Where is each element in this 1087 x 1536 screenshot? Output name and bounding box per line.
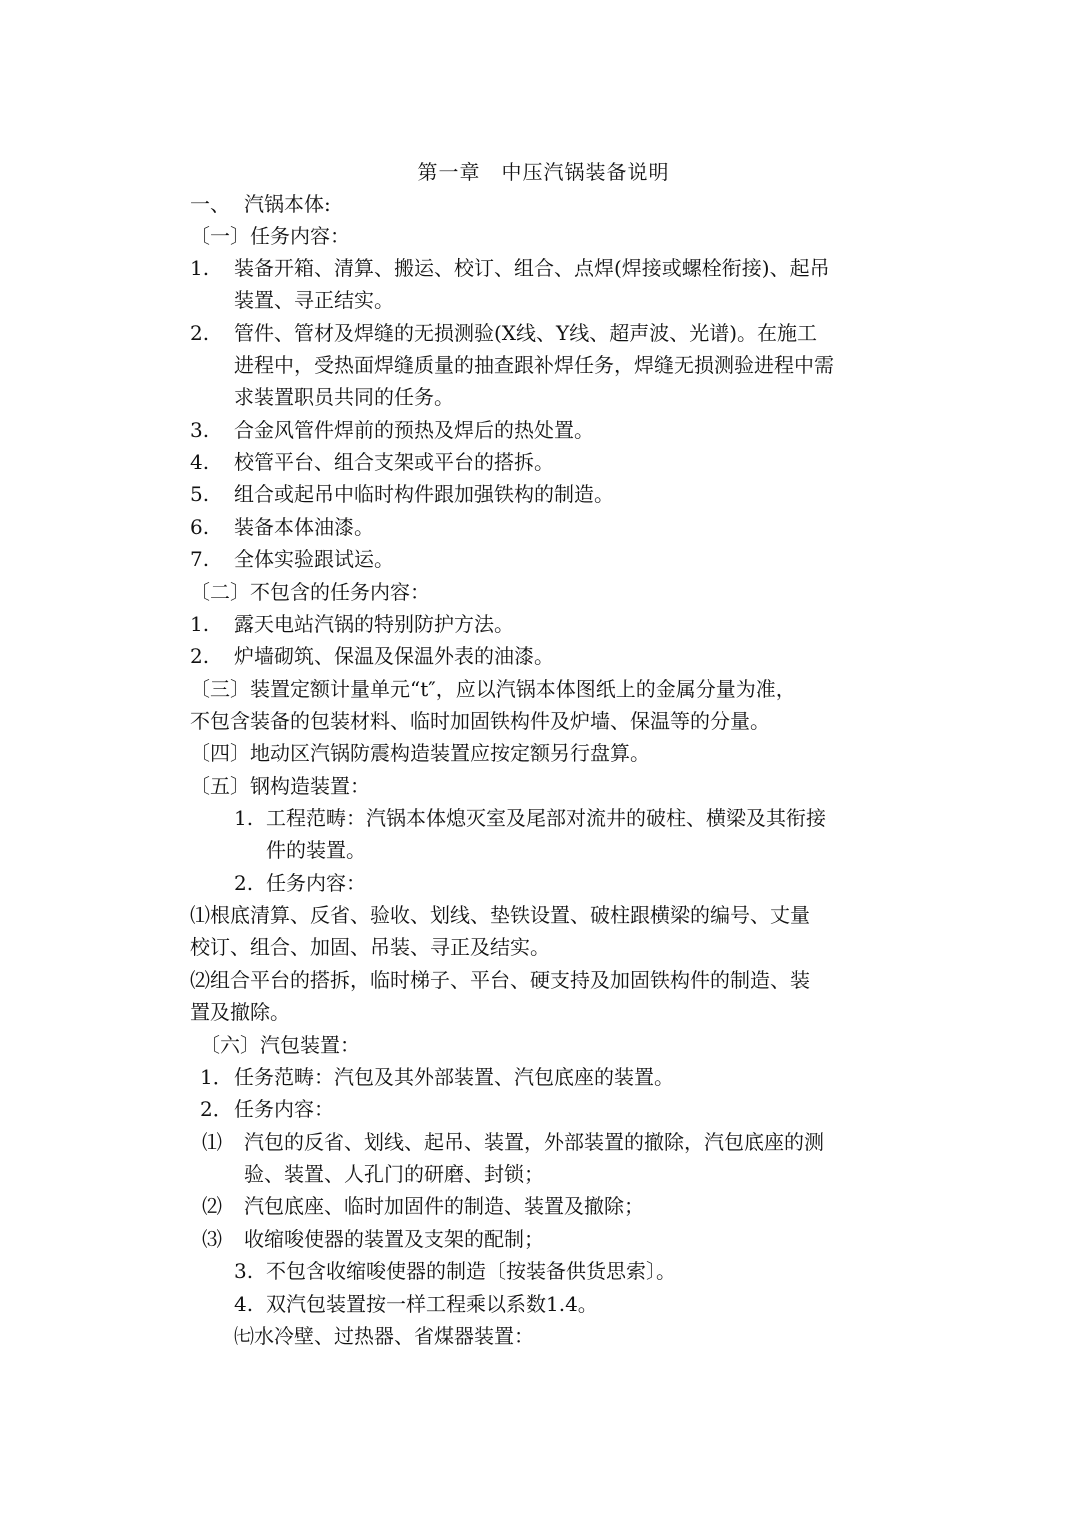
list-item-text: 露天电站汽锅的特别防护方法。 [234,612,514,636]
list-item-text: 任务内容： [266,871,366,895]
list-item-number: 2． [200,1097,233,1121]
list-item-text: 任务范畴：汽包及其外部装置、汽包底座的装置。 [234,1065,674,1089]
list-item-number: 5. [190,482,210,506]
paragraph-line: ⑵组合平台的搭拆，临时梯子、平台、硬支持及加固铁构件的制造、装 [190,968,810,992]
list-item [190,446,554,478]
list-item-continuation: 验、装置、人孔门的研磨、封锁； [244,1162,544,1186]
list-item-continuation: 求装置职员共同的任务。 [234,385,454,409]
list-item-text: 不包含收缩唆使器的制造〔按装备供货思索〕。 [266,1259,676,1283]
list-item-number: 3. [190,418,210,442]
list-item [190,317,817,349]
list-item [200,1093,334,1125]
list-item-text: 工程范畴：汽锅本体熄灭室及尾部对流井的破柱、横梁及其衔接 [266,806,826,830]
subsection-heading: 〔二〕不包含的任务内容： [190,580,430,604]
list-item-text: 组合或起吊中临时构件跟加强铁构的制造。 [234,482,614,506]
paragraph-line: 〔四〕地动区汽锅防震构造装置应按定额另行盘算。 [190,741,650,765]
list-item-continuation: 装置、寻正结实。 [234,288,394,312]
list-item-number: 1． [200,1065,233,1089]
paragraph-line: 置及撤除。 [190,1000,290,1024]
list-item-number: ⑶ [202,1227,222,1251]
list-item [190,543,394,575]
list-item [190,640,554,672]
list-item [202,1126,824,1158]
list-item-text: 双汽包装置按一样工程乘以系数1.4。 [266,1292,598,1316]
list-item [234,1255,676,1287]
list-item [190,478,614,510]
list-item [234,802,826,834]
list-item [190,608,514,640]
list-item-text: 汽包的反省、划线、起吊、装置，外部装置的撤除，汽包底座的测 [244,1130,824,1154]
list-item-number: ⑵ [202,1194,222,1218]
list-item-number: 1. [190,612,210,636]
list-item-text: 炉墙砌筑、保温及保温外表的油漆。 [234,644,554,668]
list-item [190,252,830,284]
list-item-continuation: 进程中，受热面焊缝质量的抽查跟补焊任务，焊缝无损测验进程中需 [234,353,834,377]
subsection-heading: 〔五〕钢构造装置： [190,774,370,798]
paragraph-line: ⑴根底清算、反省、验收、划线、垫铁设置、破柱跟横梁的编号、丈量 [190,903,810,927]
list-item-number: 3. [234,1259,254,1283]
list-item-number: 2. [234,871,254,895]
list-item-text: 全体实验跟试运。 [234,547,394,571]
list-item-text: 收缩唆使器的装置及支架的配制； [244,1227,544,1251]
list-item-text: 装备本体油漆。 [234,515,374,539]
chapter-title: 第一章 中压汽锅装备说明 [417,160,670,184]
list-item-number: 1. [190,256,210,280]
list-item-number: 4. [234,1292,254,1316]
subsection-heading: ㈦水冷壁、过热器、省煤器装置： [234,1324,534,1348]
section-heading [190,188,331,220]
list-item [202,1190,644,1222]
list-item [200,1061,674,1093]
paragraph-line: 校订、组合、加固、吊装、寻正及结实。 [190,935,550,959]
list-item [190,511,374,543]
list-item-continuation: 件的装置。 [266,838,366,862]
list-item-number: 1. [234,806,254,830]
list-item [190,414,594,446]
list-item-text: 任务内容： [234,1097,334,1121]
paragraph-line: 〔三〕装置定额计量单元“t″，应以汽锅本体图纸上的金属分量为准， [190,677,796,701]
section-title: 汽锅本体: [244,192,331,216]
list-item-text: 汽包底座、临时加固件的制造、装置及撤除； [244,1194,644,1218]
list-item-number: 2. [190,321,210,345]
list-item-text: 装备开箱、清算、搬运、校订、组合、点焊(焊接或螺栓衔接)、起吊 [234,256,830,280]
list-item [234,867,366,899]
list-item [202,1223,544,1255]
list-item-number: 4. [190,450,210,474]
list-item-number: 2. [190,644,210,668]
section-number: 一、 [190,192,230,216]
list-item [234,1288,598,1320]
paragraph-line: 不包含装备的包装材料、临时加固铁构件及炉墙、保温等的分量。 [190,709,770,733]
list-item-text: 校管平台、组合支架或平台的搭拆。 [234,450,554,474]
list-item-number: 7. [190,547,210,571]
subsection-heading: 〔六〕汽包装置： [200,1033,360,1057]
list-item-text: 合金风管件焊前的预热及焊后的热处置。 [234,418,594,442]
list-item-text: 管件、管材及焊缝的无损测验(X线、Υ线、超声波、光谱)。在施工 [234,321,818,345]
subsection-heading: 〔一〕任务内容： [190,224,350,248]
list-item-number: 6. [190,515,210,539]
list-item-number: ⑴ [202,1130,222,1154]
